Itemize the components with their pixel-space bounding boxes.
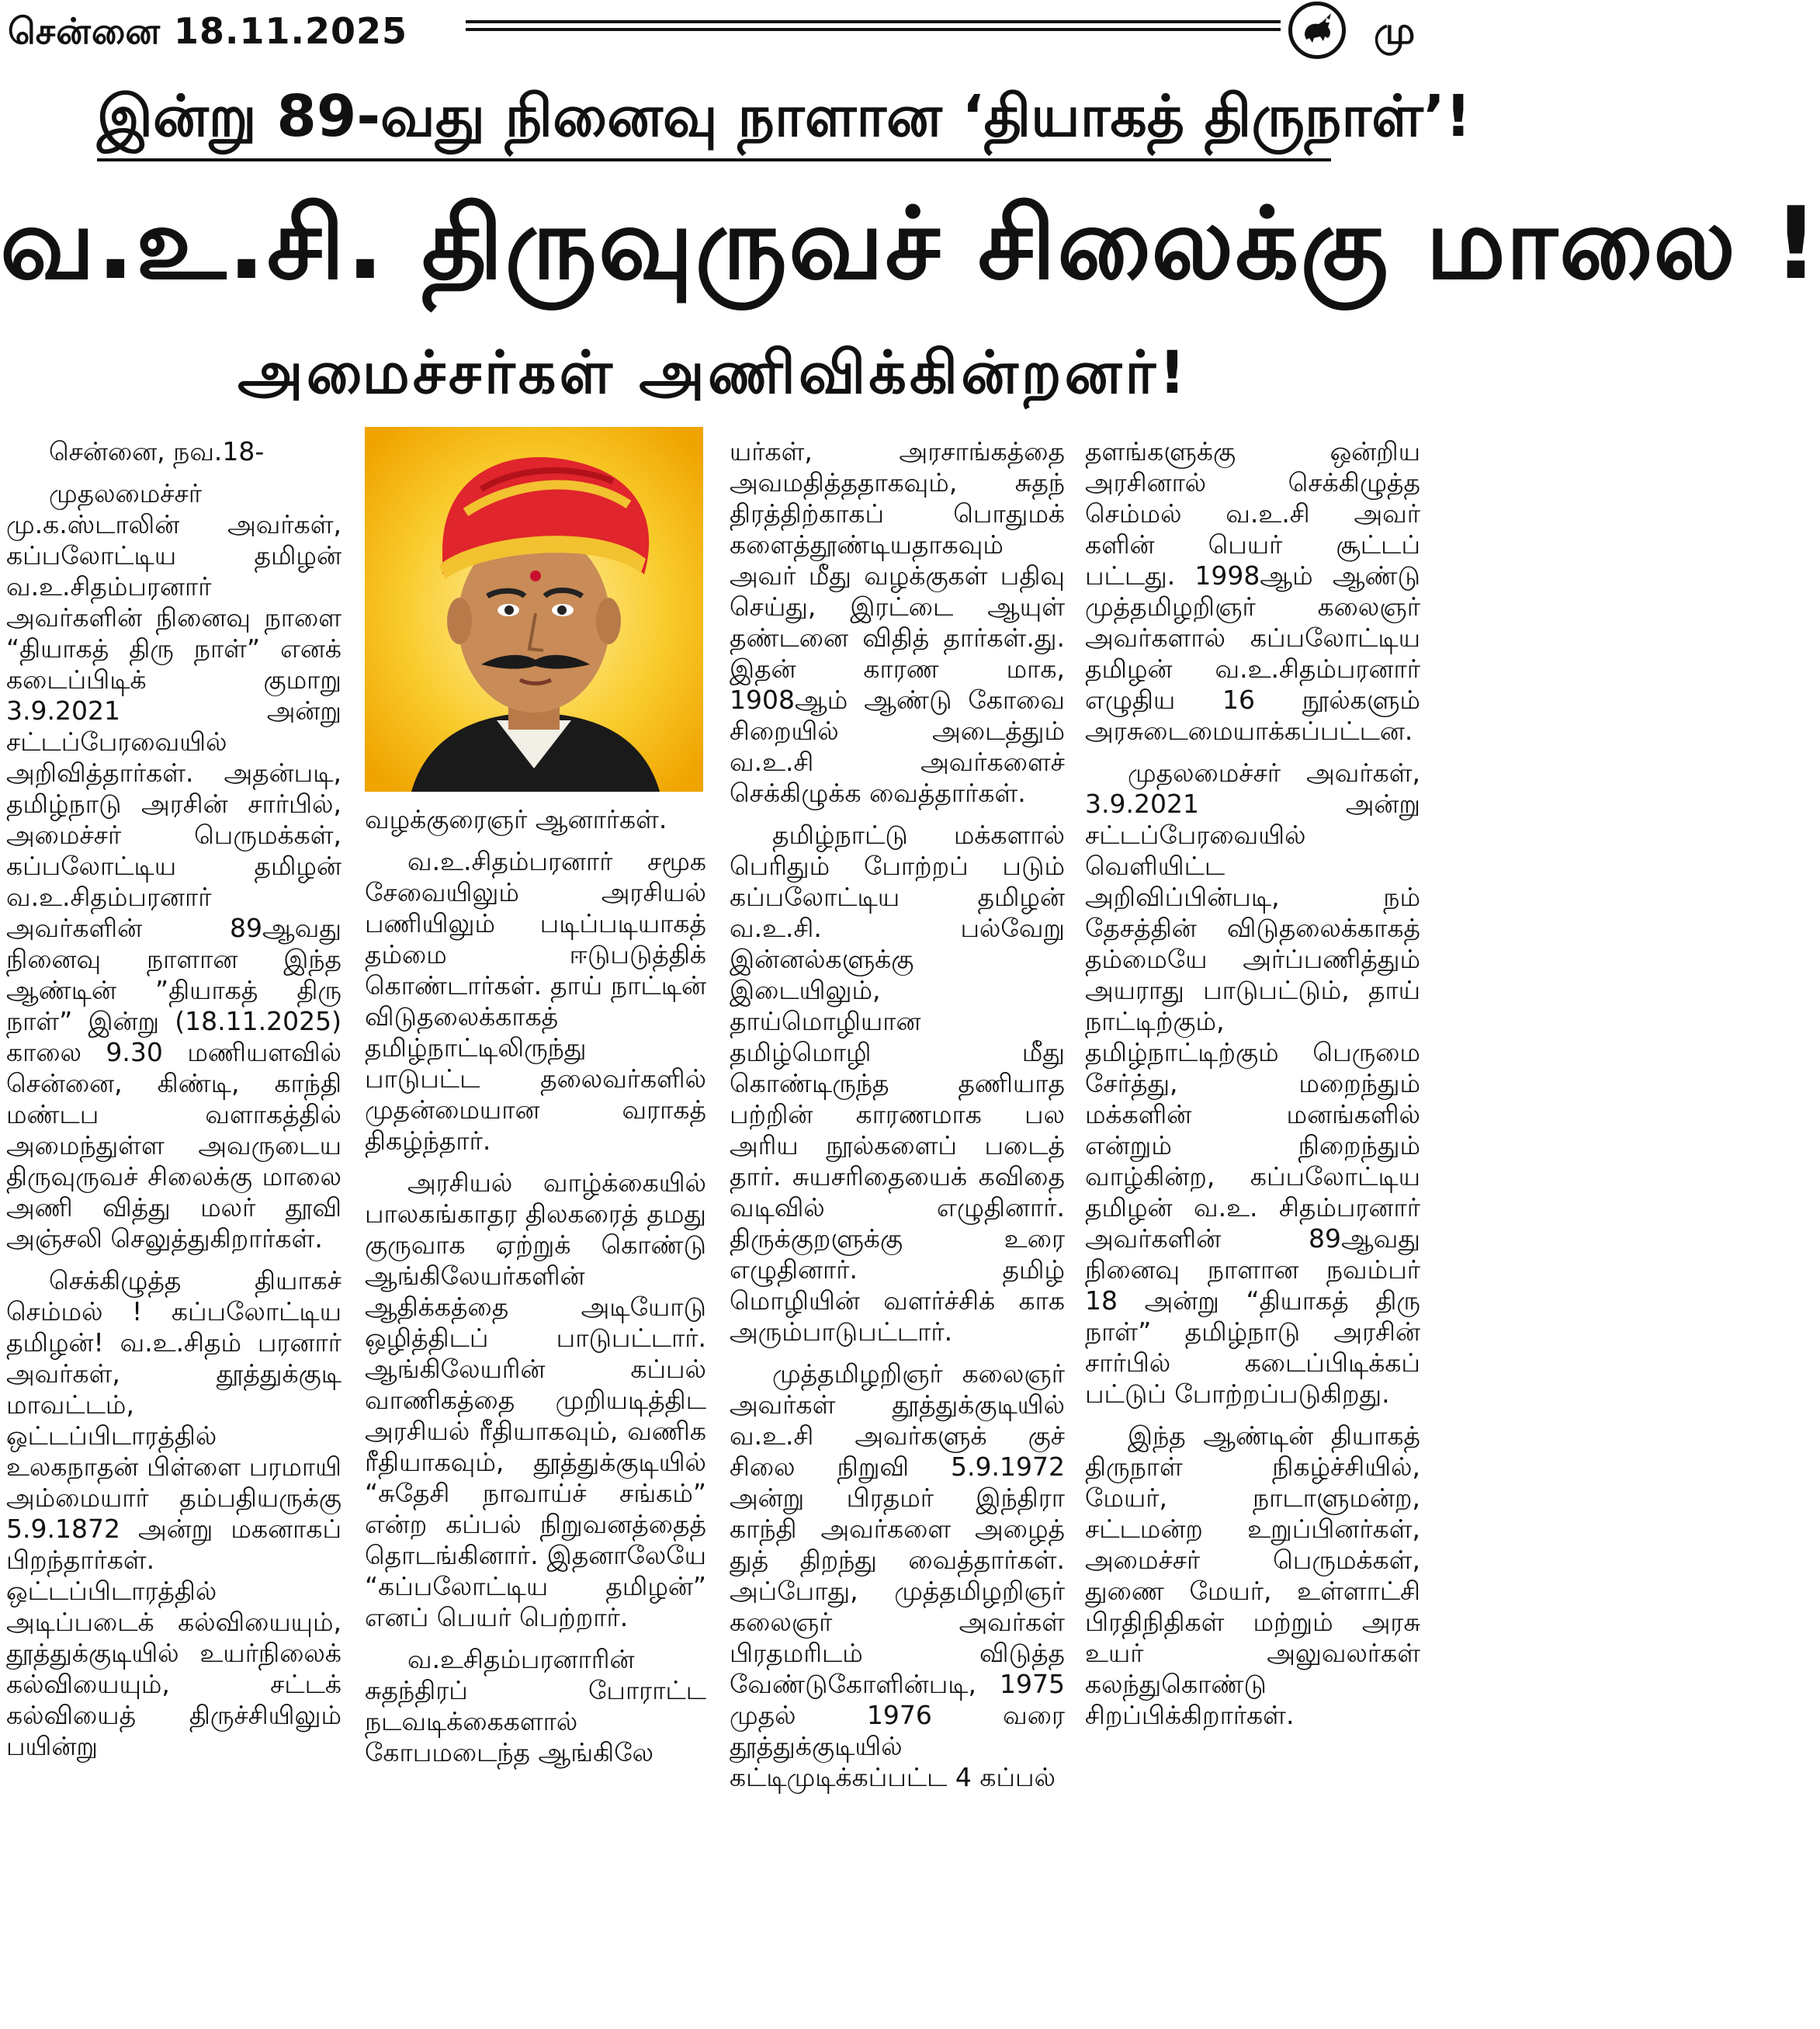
article-column-2 [365, 804, 706, 1779]
article-column-3 [730, 436, 1065, 1804]
portrait-image [365, 427, 703, 792]
article-paragraph: முத்தமிழறிஞர் கலைஞர் அவர்கள் தூத்துக்குடியில் வ.உ.சி அவர்களுக் குச் சிலை நிறுவி 5.9.1972 அன்று பிரதமர் இந்திரா காந்தி அவர்களை அழைத் துத் திறந்து வைத்தார்கள். அப்போது, முத்தமிழறிஞர் கலைஞர் அவர்கள் பிரதமரிடம் விடுத்த வேண்டுகோளின்படி, 1975 முதல் 1976 வரை தூத்துக்குடியில் கட்டிமுடிக்கப்பட்ட 4 கப்பல் [730, 1358, 1065, 1792]
masthead [0, 0, 1427, 66]
article-paragraph: தளங்களுக்கு ஒன்றிய அரசினால் செக்கிழுத்த செம்மல் வ.உ.சி அவர் களின் பெயர் சூட்டப் பட்டது. 1998ஆம் ஆண்டு முத்தமிழறிஞர் கலைஞர் அவர்களால் கப்பலோட்டிய தமிழன் வ.உ.சிதம்பரனார் எழுதிய 16 நூல்களும் அரசுடைமையாக்கப்பட்டன. [1085, 436, 1420, 746]
article-paragraph: சென்னை, நவ.18- [49, 436, 265, 466]
masthead-rule [466, 20, 1281, 43]
main-headline: வ.உ.சி. திருவுருவச் சிலைக்கு மாலை ! [0, 186, 1820, 302]
article-paragraph: தமிழ்நாட்டு மக்களால் பெரிதும் போற்றப் படும் கப்பலோட்டிய தமிழன் வ.உ.சி. பல்வேறு இன்னல்களுக்கு இடையிலும், தாய்மொழியான தமிழ்மொழி மீது கொண்டிருந்த தணியாத பற்றின் காரணமாக பல அரிய நூல்களைப் படைத் தார். சுயசரிதையைக் கவிதை வடிவில் எழுதினார். திருக்குறளுக்கு உரை எழுதினார். தமிழ் மொழியின் வளர்ச்சிக் காக அரும்பாடுபட்டார். [730, 820, 1065, 1347]
article-paragraph: முதலமைச்சர் மு.க.ஸ்டாலின் அவர்கள், கப்பலோட்டிய தமிழன் வ.உ.சிதம்பரனார் அவர்களின் நினைவு நாளை “தியாகத் திரு நாள்” எனக் கடைப்பிடிக் குமாறு 3.9.2021 அன்று சட்டப்பேரவையில் அறிவித்தார்கள். அதன்படி, தமிழ்நாடு அரசின் சார்பில், அமைச்சர் பெருமக்கள், கப்பலோட்டிய தமிழன் வ.உ.சிதம்பரனார் அவர்களின் 89ஆவது நினைவு நாளான இந்த ஆண்டின் ”தியாகத் திரு நாள்” இன்று (18.11.2025) காலை 9.30 மணியளவில் சென்னை, கிண்டி, காந்தி மண்டப வளாகத்தில் அமைந்துள்ள அவருடைய திருவுருவச் சிலைக்கு மாலை அணி வித்து மலர் தூவி அஞ்சலி செலுத்துகிறார்கள். [6, 478, 341, 1254]
article-paragraph: முதலமைச்சர் அவர்கள், 3.9.2021 அன்று சட்டப்பேரவையில் வெளியிட்ட அறிவிப்பின்படி, நம் தேசத்தின் விடுதலைக்காகத் தம்மையே அர்ப்பணித்தும் அயராது பாடுபட்டும், தாய் நாட்டிற்கும், தமிழ்நாட்டிற்கும் பெருமை சேர்த்து, மறைந்தும் மக்களின் மனங்களில் என்றும் நிறைந்தும் வாழ்கின்ற, கப்பலோட்டிய தமிழன் வ.உ. சிதம்பரனார் அவர்களின் 89ஆவது நினைவு நாளான நவம்பர் 18 அன்று “தியாகத் திரு நாள்” தமிழ்நாடு அரசின் சார்பில் கடைப்பிடிக்கப் பட்டுப் போற்றப்படுகிறது. [1085, 758, 1420, 1409]
article-paragraph: அரசியல் வாழ்க்கையில் பாலகங்காதர திலகரைத் தமது குருவாக ஏற்றுக் கொண்டு ஆங்கிலேயர்களின் ஆதிக்கத்தை அடியோடு ஒழித்திடப் பாடுபட்டார். ஆங்கிலேயரின் கப்பல் வாணிகத்தை முறியடித்திட அரசியல் ரீதியாகவும், வணிக ரீதியாகவும், தூத்துக்குடியில் “சுதேசி நாவாய்ச் சங்கம்” என்ற கப்பல் நிறுவனத்தைத் தொடங்கினார். இதனாலேயே “கப்பலோட்டிய தமிழன்” எனப் பெயர் பெற்றார். [365, 1167, 706, 1632]
article-column-1 [6, 436, 341, 1773]
article-paragraph: இந்த ஆண்டின் தியாகத் திருநாள் நிகழ்ச்சியில், மேயர், நாடாளுமன்ற, சட்டமன்ற உறுப்பினர்கள், அமைச்சர் பெருமக்கள், துணை மேயர், உள்ளாட்சி பிரதிநிதிகள் மற்றும் அரசு உயர் அலுவலர்கள் கலந்துகொண்டு சிறப்பிக்கிறார்கள். [1085, 1420, 1420, 1730]
newspaper-initial: மு [1374, 9, 1416, 53]
article-column-4 [1085, 436, 1420, 1742]
article-paragraph: யர்கள், அரசாங்கத்தை அவமதித்ததாகவும், சுதந் திரத்திற்காகப் பொதுமக் களைத்தூண்டியதாகவும் அவர் மீது வழக்குகள் பதிவு செய்து, இரட்டை ஆயுள் தண்டனை விதித் தார்கள்.து. இதன் காரண மாக, 1908ஆம் ஆண்டு கோவை சிறையில் அடைத்தும் வ.உ.சி அவர்களைச் செக்கிழுக்க வைத்தார்கள். [730, 436, 1065, 808]
dateline: சென்னை 18.11.2025 [8, 10, 408, 52]
bull-emblem-icon [1288, 2, 1346, 59]
article-paragraph: வ.உசிதம்பரனாரின் சுதந்திரப் போராட்ட நடவடிக்கைகளால் கோபமடைந்த ஆங்கிலே [365, 1644, 706, 1767]
kicker-underline [97, 158, 1331, 161]
article-paragraph: வழக்குரைஞர் ஆனார்கள். [365, 804, 667, 834]
article-paragraph: செக்கிழுத்த தியாகச் செம்மல் ! கப்பலோட்டிய தமிழன்! வ.உ.சிதம் பரனார் அவர்கள், தூத்துக்குடி மாவட்டம், ஒட்டப்பிடாரத்தில் உலகநாதன் பிள்ளை பரமாயி அம்மையார் தம்பதியருக்கு 5.9.1872 அன்று மகனாகப் பிறந்தார்கள். ஒட்டப்பிடாரத்தில் அடிப்படைக் கல்வியையும், தூத்துக்குடியில் உயர்நிலைக் கல்வியையும், சட்டக் கல்வியைத் திருச்சியிலும் பயின்று [6, 1265, 341, 1761]
subheadline: அமைச்சர்கள் அணிவிக்கின்றனர்! [237, 338, 1189, 407]
kicker-headline: இன்று 89-வது நினைவு நாளான ‘தியாகத் திருநாள்’! [97, 83, 1472, 150]
article-paragraph: வ.உ.சிதம்பரனார் சமூக சேவையிலும் அரசியல் பணியிலும் படிப்படியாகத் தம்மை ஈடுபடுத்திக் கொண்டார்கள். தாய் நாட்டின் விடுதலைக்காகத் தமிழ்நாட்டிலிருந்து பாடுபட்ட தலைவர்களில் முதன்மையான வராகத் திகழ்ந்தார். [365, 846, 706, 1156]
